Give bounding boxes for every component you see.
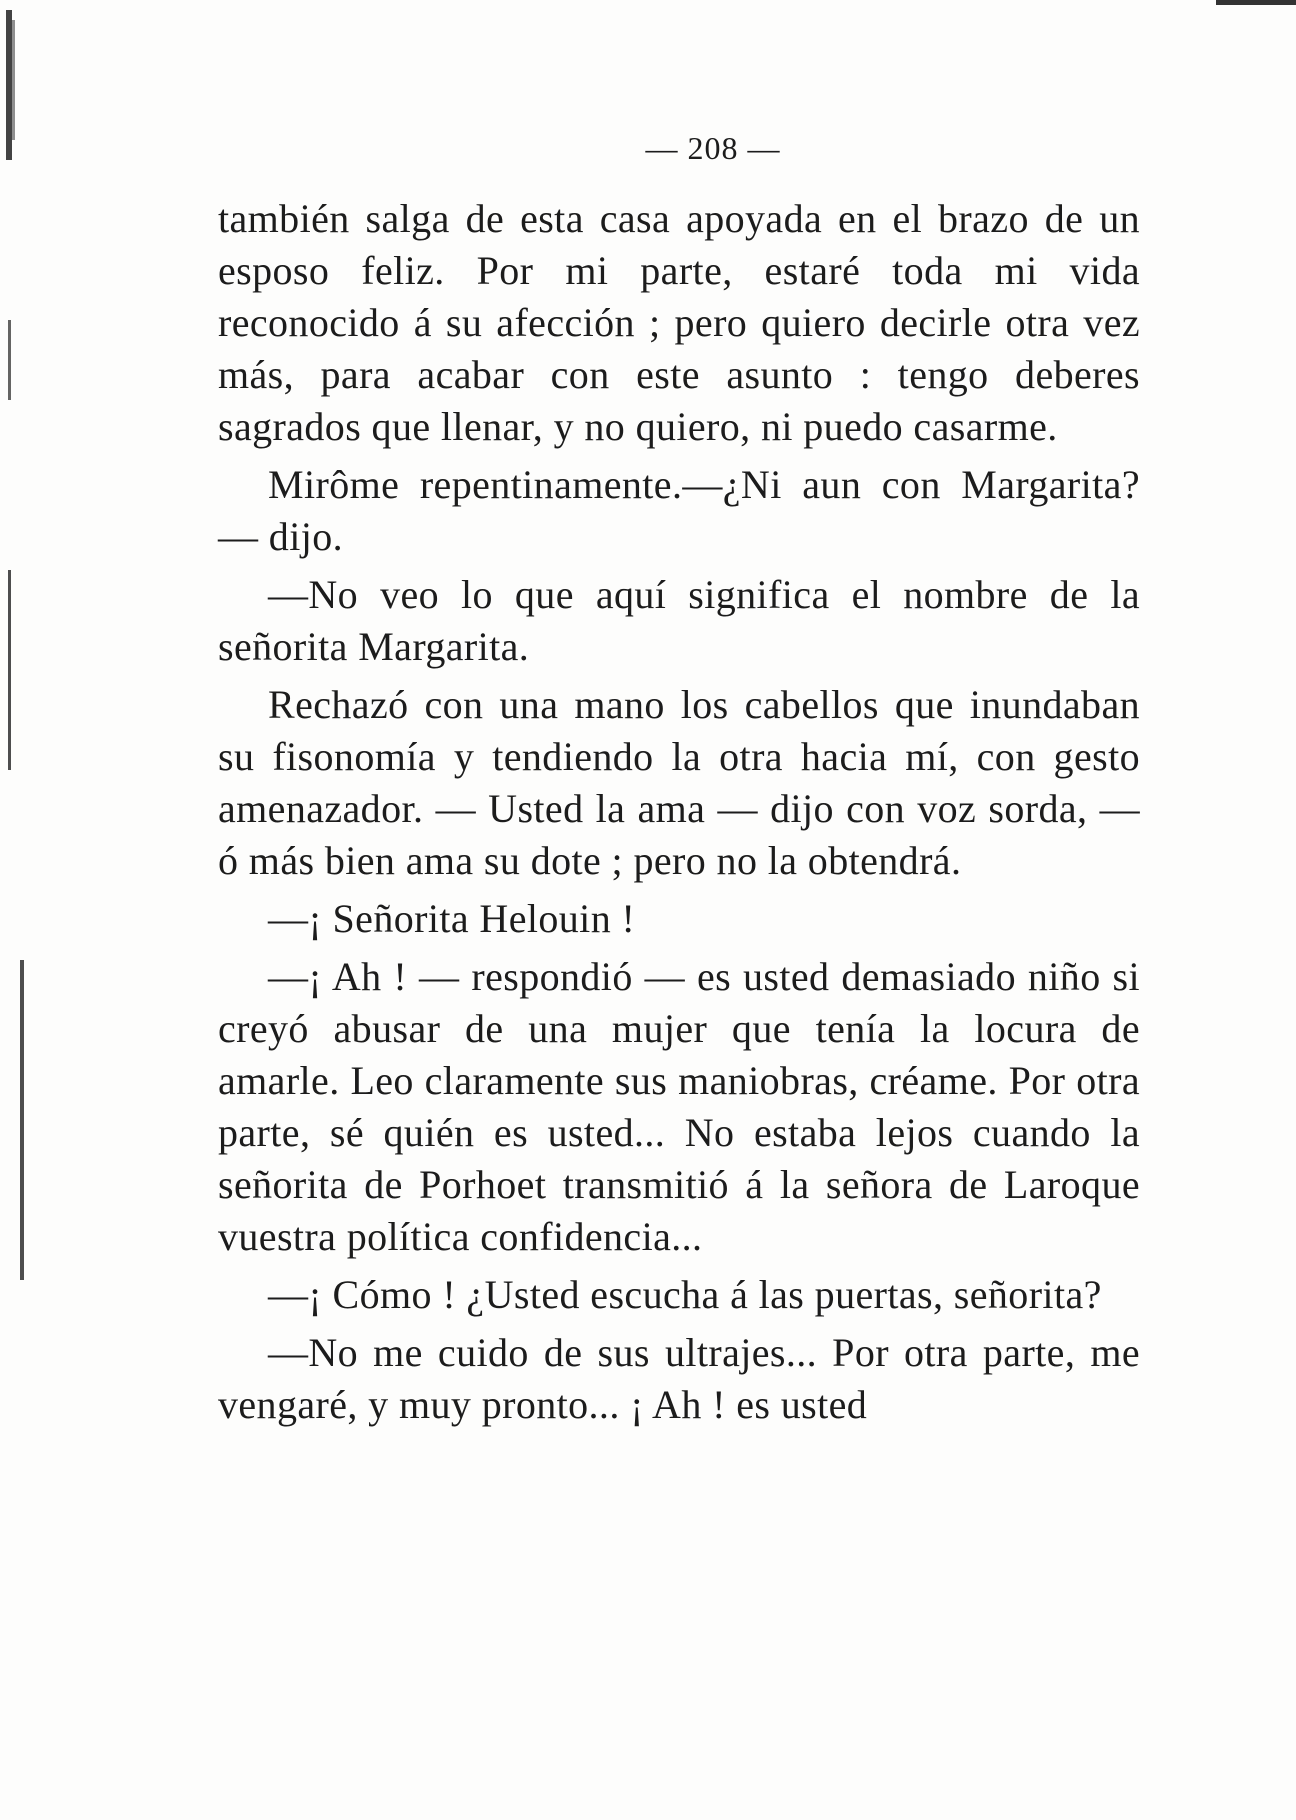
page-number-header xyxy=(0,130,1296,167)
paragraph: —¡ Ah ! — respondió — es usted demasiado niño si creyó abusar de una mujer que tenía la locura de amarle. Leo claramente sus maniobras, créame. Por otra parte, sé quién es usted... No estaba lejos cuando la señorita de Porhoet transmitió á la señora de Laroque vuestra política confidencia... xyxy=(218,954,1140,1259)
paragraph: —¡ Señorita Helouin ! xyxy=(268,896,636,941)
page-number: — 208 — xyxy=(645,130,781,166)
paragraph: también salga de esta casa apoyada en el brazo de un esposo feliz. Por mi parte, estaré toda mi vida reconocido á su afección ; pero quiero decirle otra vez más, para acabar con este asunto : tengo deberes sagrados que llenar, y no quiero, ni puedo casarme. xyxy=(218,196,1140,449)
paragraph: Mirôme repentinamente.—¿Ni aun con Margarita? — dijo. xyxy=(218,462,1140,559)
paragraph: —¡ Cómo ! ¿Usted escucha á las puertas, señorita? xyxy=(268,1272,1102,1317)
body-text xyxy=(218,193,1140,1431)
paragraph: —No veo lo que aquí significa el nombre de la señorita Margarita. xyxy=(218,572,1140,669)
scan-edge-rule xyxy=(1216,0,1296,5)
scan-edge-mark xyxy=(8,320,11,400)
paragraph: —No me cuido de sus ultrajes... Por otra parte, me vengaré, y muy pronto... ¡ Ah ! es usted xyxy=(218,1330,1140,1427)
scan-edge-mark xyxy=(8,570,11,770)
scan-edge-mark xyxy=(12,20,15,140)
scan-edge-mark xyxy=(20,960,24,1280)
paragraph: Rechazó con una mano los cabellos que inundaban su fisonomía y tendiendo la otra hacia mí, con gesto amenazador. — Usted la ama — dijo con voz sorda, — ó más bien ama su dote ; pero no la obtendrá. xyxy=(218,682,1140,883)
